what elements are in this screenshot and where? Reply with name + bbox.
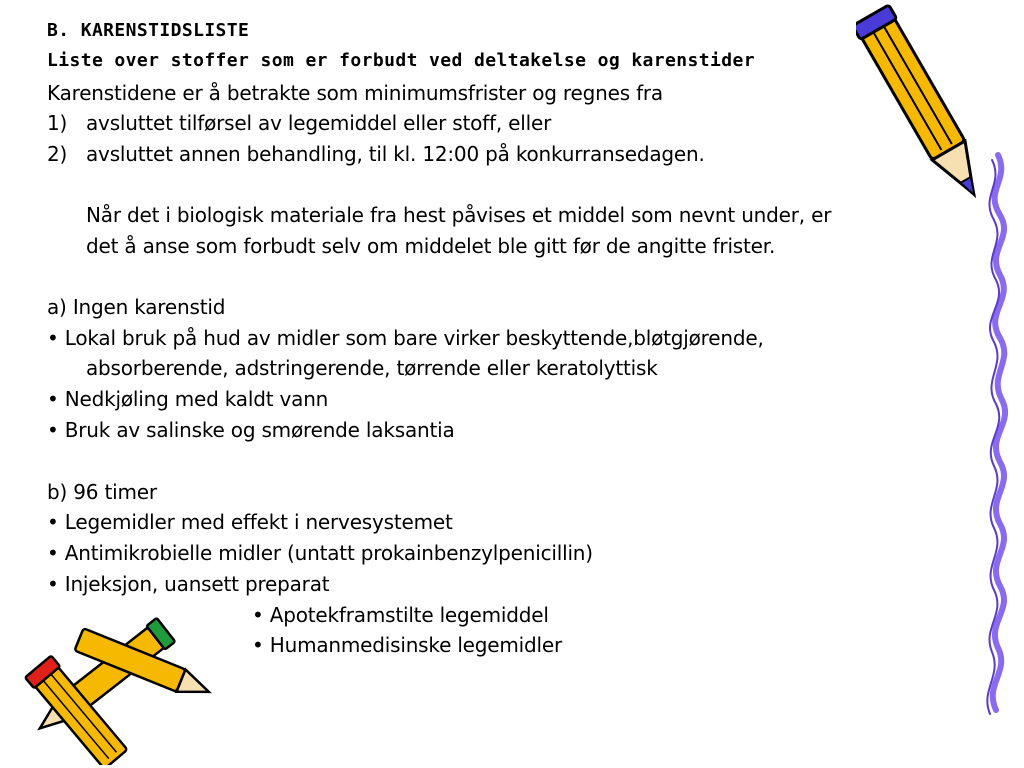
bullet-item: • Antimikrobielle midler (untatt prokainbenzylpenicillin) [47, 541, 593, 565]
note-line: det å anse som forbudt selv om middelet ble gitt før de angitte frister. [86, 234, 776, 258]
intro-text: Karenstidene er å betrakte som minimumsfrister og regnes fra [47, 81, 663, 105]
sub-bullet-item: • Apotekframstilte legemiddel [252, 603, 549, 627]
bullet-item: • Lokal bruk på hud av midler som bare virker beskyttende,bløtgjørende, [47, 326, 764, 350]
slide-heading: B. KARENSTIDSLISTE [47, 20, 250, 41]
bullet-item-continuation: absorberende, adstringerende, tørrende eller keratolyttisk [86, 356, 658, 380]
bullet-item: • Legemidler med effekt i nervesystemet [47, 510, 453, 534]
section-a-title: a) Ingen karenstid [47, 295, 226, 319]
bullet-item: • Nedkjøling med kaldt vann [47, 387, 329, 411]
note-line: Når det i biologisk materiale fra hest påvises et middel som nevnt under, er [86, 203, 832, 227]
section-b-title: b) 96 timer [47, 480, 157, 504]
item-number: 2) [47, 142, 68, 166]
squiggle-border [970, 150, 1024, 730]
bullet-item: • Bruk av salinske og smørende laksantia [47, 418, 455, 442]
pencils-icon [0, 615, 215, 765]
item-text: avsluttet tilførsel av legemiddel eller stoff, eller [86, 111, 552, 135]
item-number: 1) [47, 111, 68, 135]
bullet-item: • Injeksjon, uansett preparat [47, 572, 330, 596]
slide-subheading: Liste over stoffer som er forbudt ved deltakelse og karenstider [47, 50, 755, 71]
sub-bullet-item: • Humanmedisinske legemidler [252, 633, 563, 657]
item-text: avsluttet annen behandling, til kl. 12:00 på konkurransedagen. [86, 142, 705, 166]
